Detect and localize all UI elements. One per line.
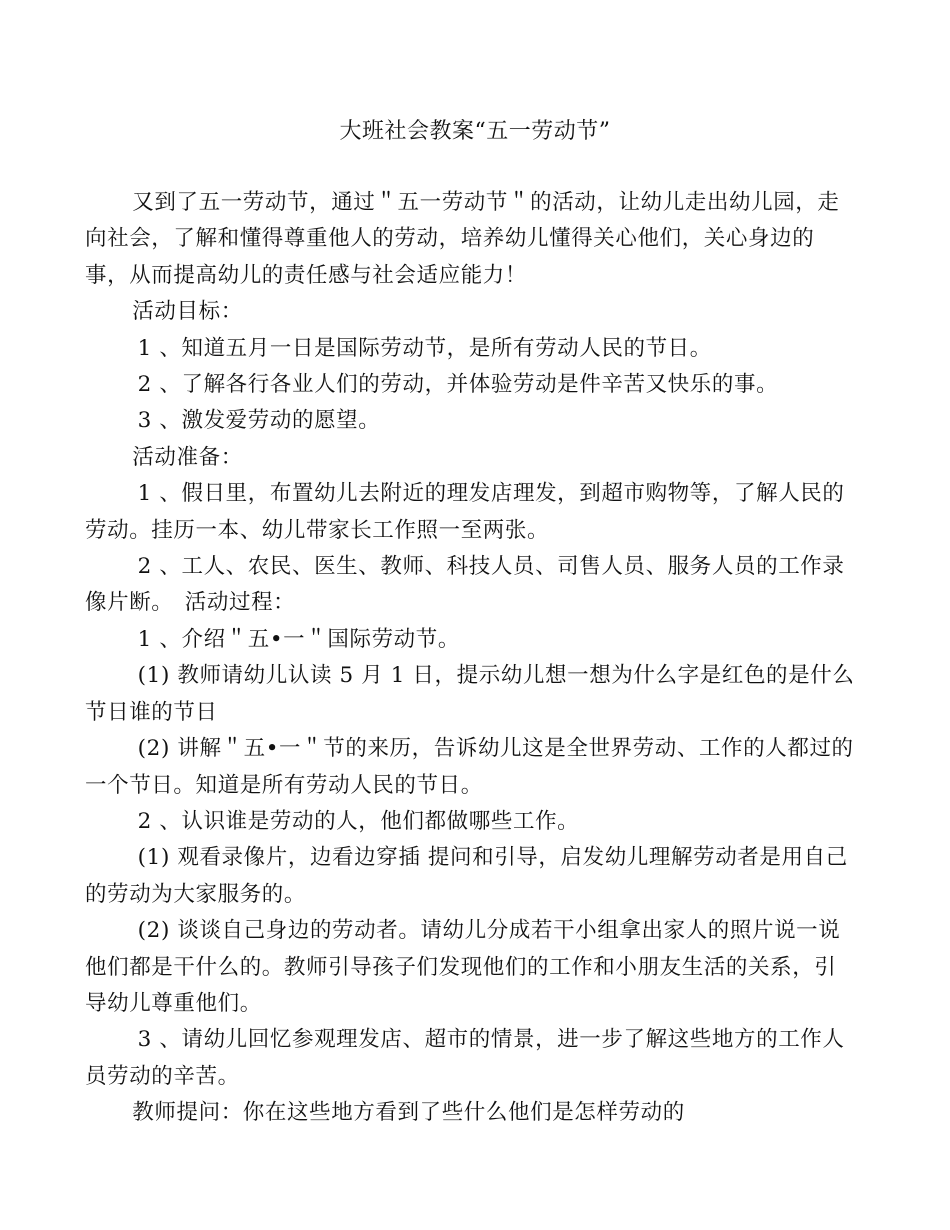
intro-paragraph: 又到了五一劳动节，通过＂五一劳动节＂的活动，让幼儿走出幼儿园，走向社会，了解和懂得尊重他人的劳动，培养幼儿懂得关心他们，关心身边的事，从而提高幼儿的责任感与社会适应能力！ — [85, 190, 840, 288]
goal-item-1: 1 、知道五月一日是国际劳动节，是所有劳动人民的节日。 — [137, 335, 712, 361]
process-item-2: 2 、认识谁是劳动的人，他们都做哪些工作。 — [137, 808, 580, 834]
process-item-2-sub-1: (1) 观看录像片，边看边穿插 提问和引导，启发幼儿理解劳动者是用自己的劳动为大家服务的。 — [85, 845, 848, 907]
document-body — [85, 185, 855, 1132]
teacher-question: 教师提问：你在这些地方看到了些什么他们是怎样劳动的 — [132, 1100, 685, 1126]
preparation-item-1: 1 、假日里，布置幼儿去附近的理发店理发，到超市购物等，了解人民的劳动。挂历一本、幼儿带家长工作照一至两张。 — [85, 481, 845, 543]
process-item-1-sub-1: (1) 教师请幼儿认读 5 月 1 日，提示幼儿想一想为什么字是红色的是什么节日谁的节日 — [85, 663, 855, 725]
section-heading-goals: 活动目标： — [132, 299, 243, 325]
goal-item-2: 2 、了解各行各业人们的劳动，并体验劳动是件辛苦又快乐的事。 — [137, 372, 779, 398]
preparation-item-2 — [85, 549, 855, 622]
document-title: 大班社会教案“五一劳动节” — [339, 119, 611, 144]
section-heading-preparation: 活动准备： — [132, 444, 243, 470]
preparation-item-2-text: 2 、工人、农民、医生、教师、科技人员、司售人员、服务人员的工作录像片断。 — [85, 554, 845, 616]
process-item-2-sub-2: (2) 谈谈自己身边的劳动者。请幼儿分成若干小组拿出家人的照片说一说他们都是干什么的。教师引导孩子们发现他们的工作和小朋友生活的关系，引导幼儿尊重他们。 — [85, 918, 841, 1016]
process-item-1-sub-2: (2) 讲解＂五•一＂节的来历，告诉幼儿这是全世界劳动、工作的人都过的一个节日。知道是所有劳动人民的节日。 — [85, 736, 854, 798]
process-item-3: 3 、请幼儿回忆参观理发店、超市的情景，进一步了解这些地方的工作人员劳动的辛苦。 — [85, 1027, 845, 1089]
goal-item-3: 3 、激发爱劳动的愿望。 — [137, 408, 381, 434]
process-item-1: 1 、介绍＂五•一＂国际劳动节。 — [137, 626, 460, 652]
section-heading-process: 活动过程： — [184, 590, 296, 616]
